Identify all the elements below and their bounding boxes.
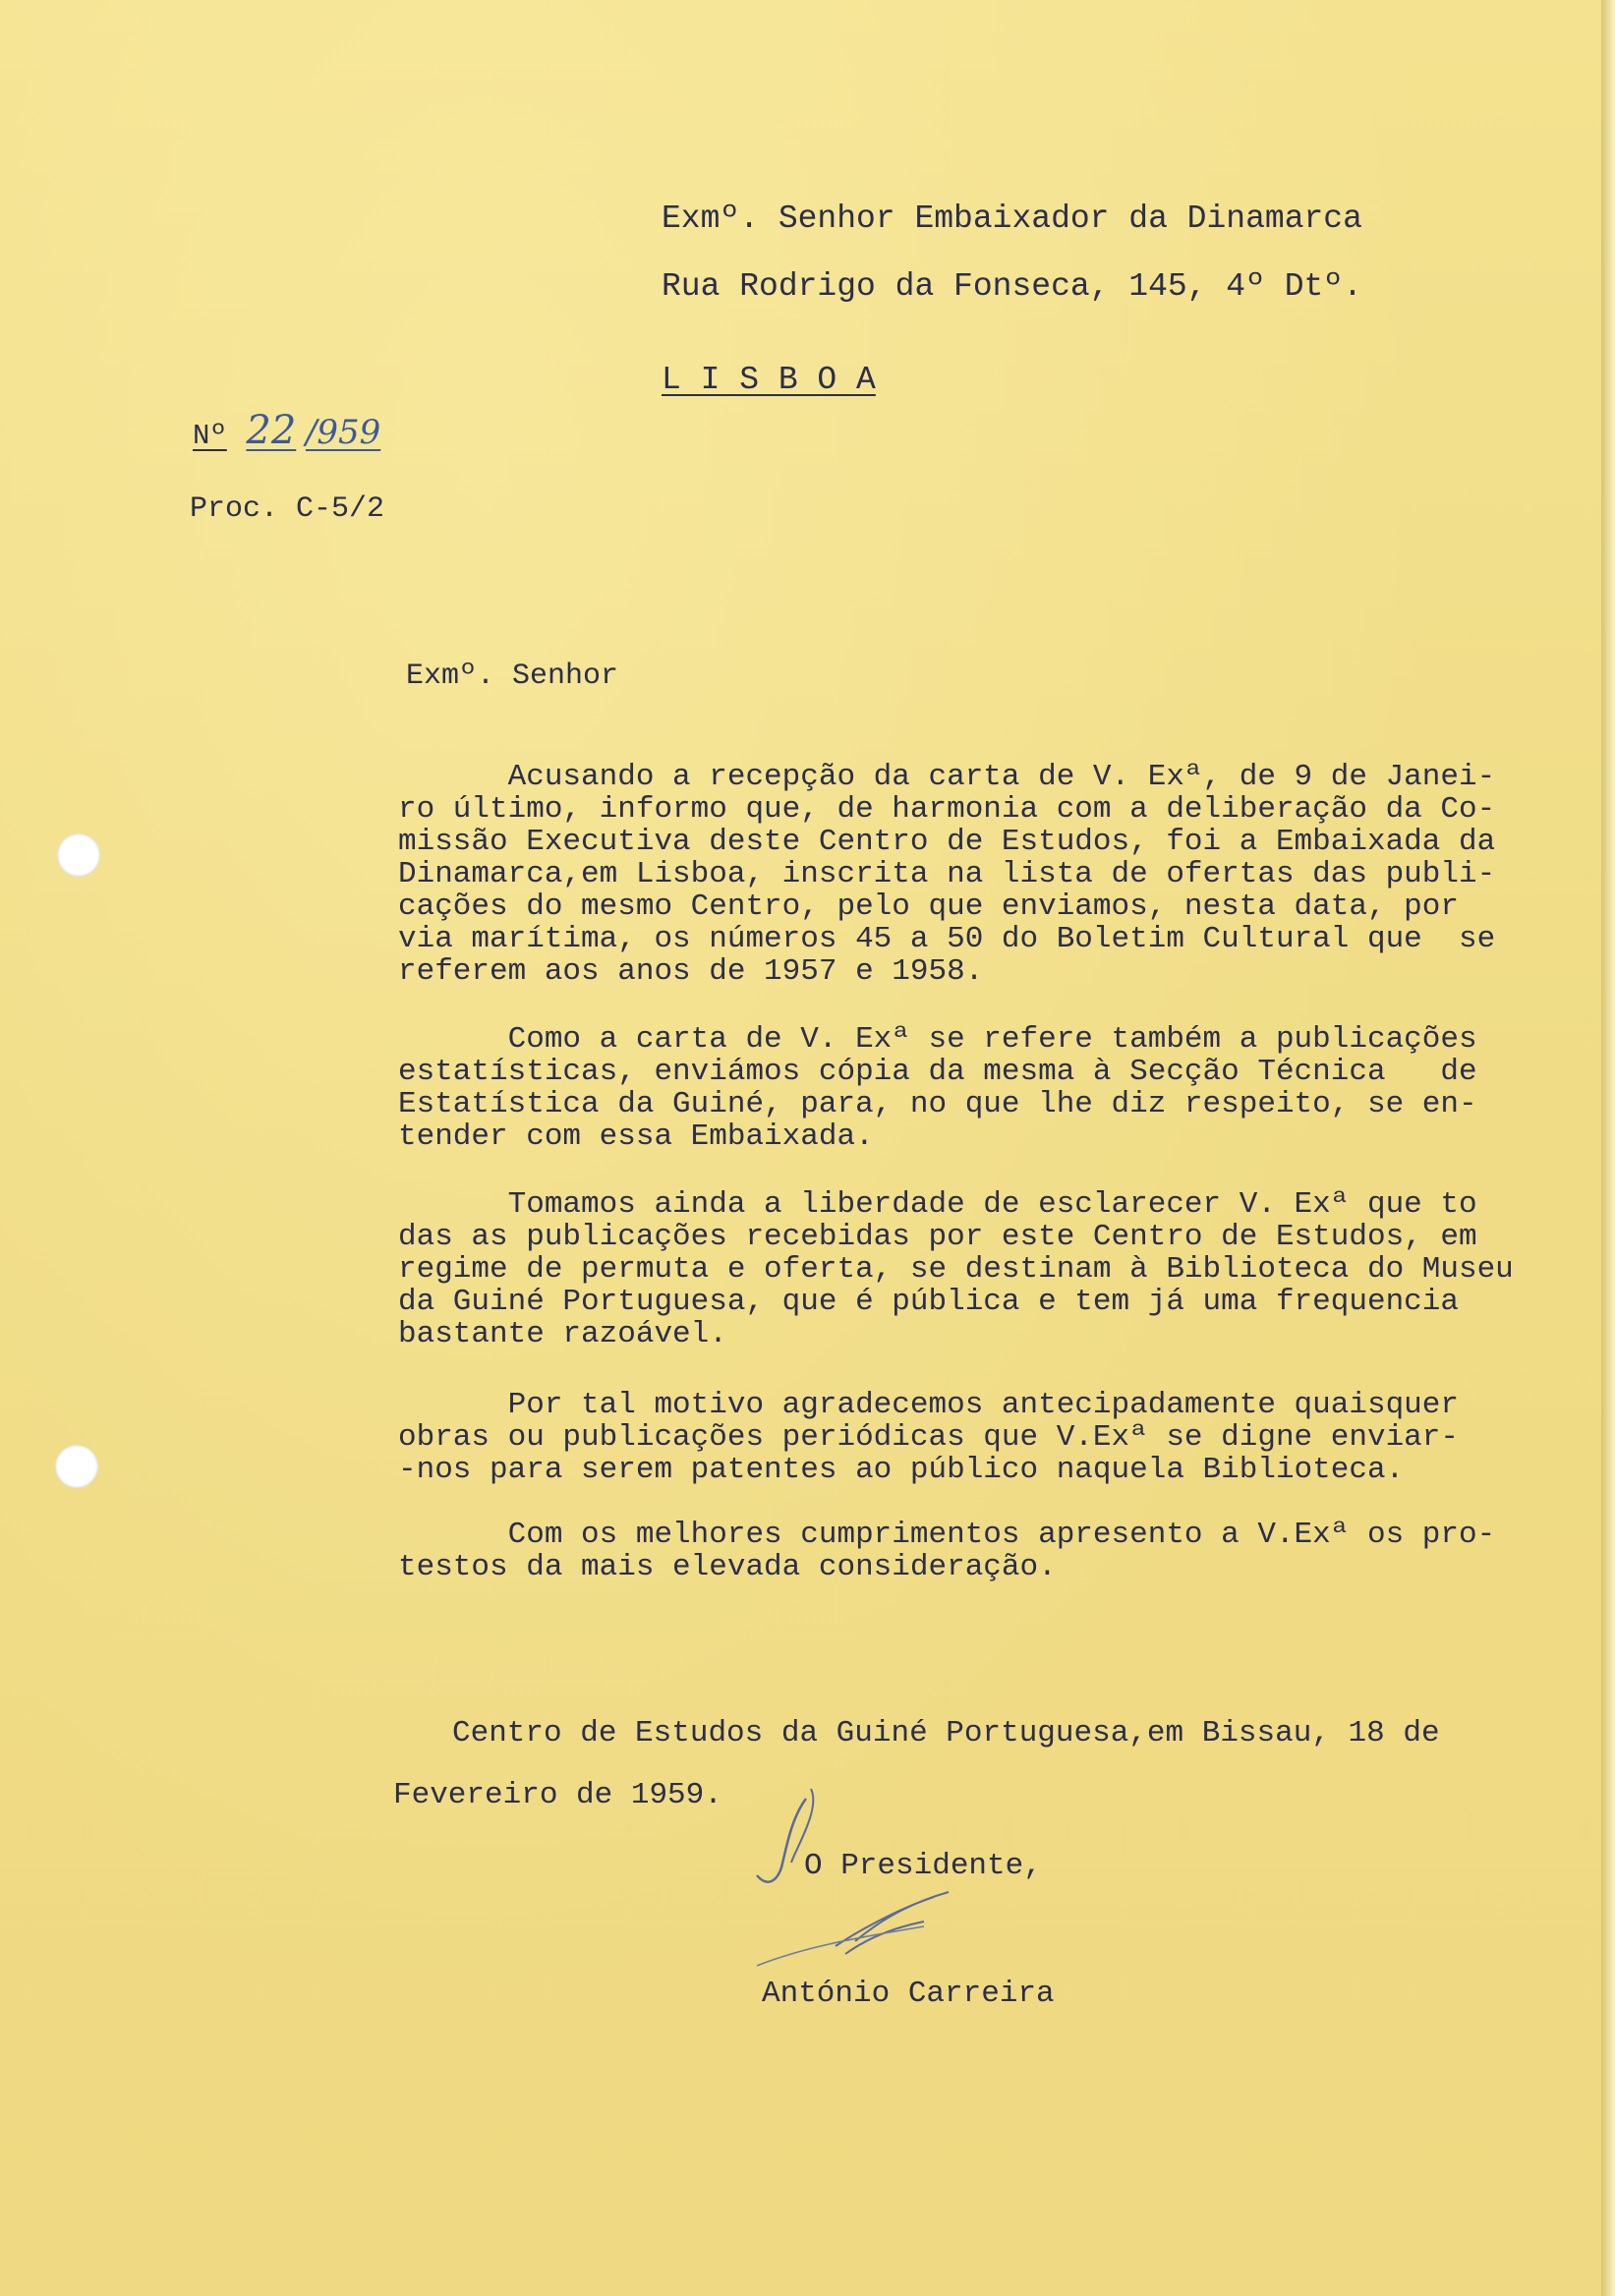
paragraph-line: regime de permuta e oferta, se destinam à Biblioteca do Museu (398, 1252, 1514, 1287)
paragraph-line: Acusando a recepção da carta de V. Exª, de 9 de Janei- (398, 760, 1496, 794)
signer-role: O Presidente, (804, 1849, 1042, 1883)
place-date-line-2: Fevereiro de 1959. (393, 1778, 722, 1812)
paragraph-line: referem aos anos de 1957 e 1958. (398, 954, 984, 989)
paragraph-line: -nos para serem patentes ao público naquela Biblioteca. (398, 1453, 1405, 1487)
address-line-2: Rua Rodrigo da Fonseca, 145, 4º Dtº. (662, 268, 1362, 305)
paragraph-line: Por tal motivo agradecemos antecipadamente quaisquer (398, 1388, 1459, 1422)
paragraph-line: das as publicações recebidas por este Centro de Estudos, em (398, 1220, 1477, 1254)
paragraph-line: Dinamarca,em Lisboa, inscrita na lista de ofertas das publi- (398, 857, 1496, 891)
punch-hole-bottom (55, 1445, 98, 1488)
paragraph-line: Estatística da Guiné, para, no que lhe diz respeito, se en- (398, 1087, 1477, 1121)
reference-number (193, 408, 380, 453)
reference-process: Proc. C-5/2 (190, 492, 385, 526)
paragraph-line: via marítima, os números 45 a 50 do Boletim Cultural que se (398, 922, 1496, 956)
paragraph-line: obras ou publicações periódicas que V.Exª se digne enviar- (398, 1420, 1459, 1455)
address-city: L I S B O A (662, 362, 876, 398)
paragraph-line: Como a carta de V. Exª se refere também a publicações (398, 1022, 1477, 1057)
paragraph-line: testos da mais elevada consideração. (398, 1550, 1057, 1584)
paragraph-line: da Guiné Portuguesa, que é pública e tem já uma frequencia (398, 1285, 1459, 1319)
paragraph-line: estatísticas, enviámos cópia da mesma à Secção Técnica de (398, 1055, 1477, 1089)
punch-hole-top (57, 833, 100, 877)
paragraph-line: Tomamos ainda a liberdade de esclarecer V. Exª que to (398, 1187, 1477, 1222)
signature-mark (698, 1779, 993, 1985)
paragraph-line: cações do mesmo Centro, pelo que enviamos, nesta data, por (398, 890, 1459, 924)
paragraph-line: ro último, informo que, de harmonia com a deliberação da Co- (398, 792, 1496, 827)
paper-edge (1601, 0, 1615, 2296)
address-line-1: Exmº. Senhor Embaixador da Dinamarca (662, 201, 1362, 237)
paragraph-line: tender com essa Embaixada. (398, 1119, 874, 1154)
salutation: Exmº. Senhor (406, 660, 619, 693)
reference-number-handwritten: 22 (246, 408, 297, 453)
paragraph-line: Com os melhores cumprimentos apresento a V.Exª os pro- (398, 1518, 1496, 1552)
reference-number-prefix: Nº (193, 420, 227, 452)
paragraph-line: bastante razoável. (398, 1317, 727, 1351)
paragraph-line: missão Executiva deste Centro de Estudos, foi a Embaixada da (398, 825, 1496, 859)
place-date-line-1: Centro de Estudos da Guiné Portuguesa,em Bissau, 18 de (452, 1716, 1440, 1751)
reference-number-year: /959 (305, 413, 381, 452)
signer-name: António Carreira (762, 1977, 1055, 2011)
